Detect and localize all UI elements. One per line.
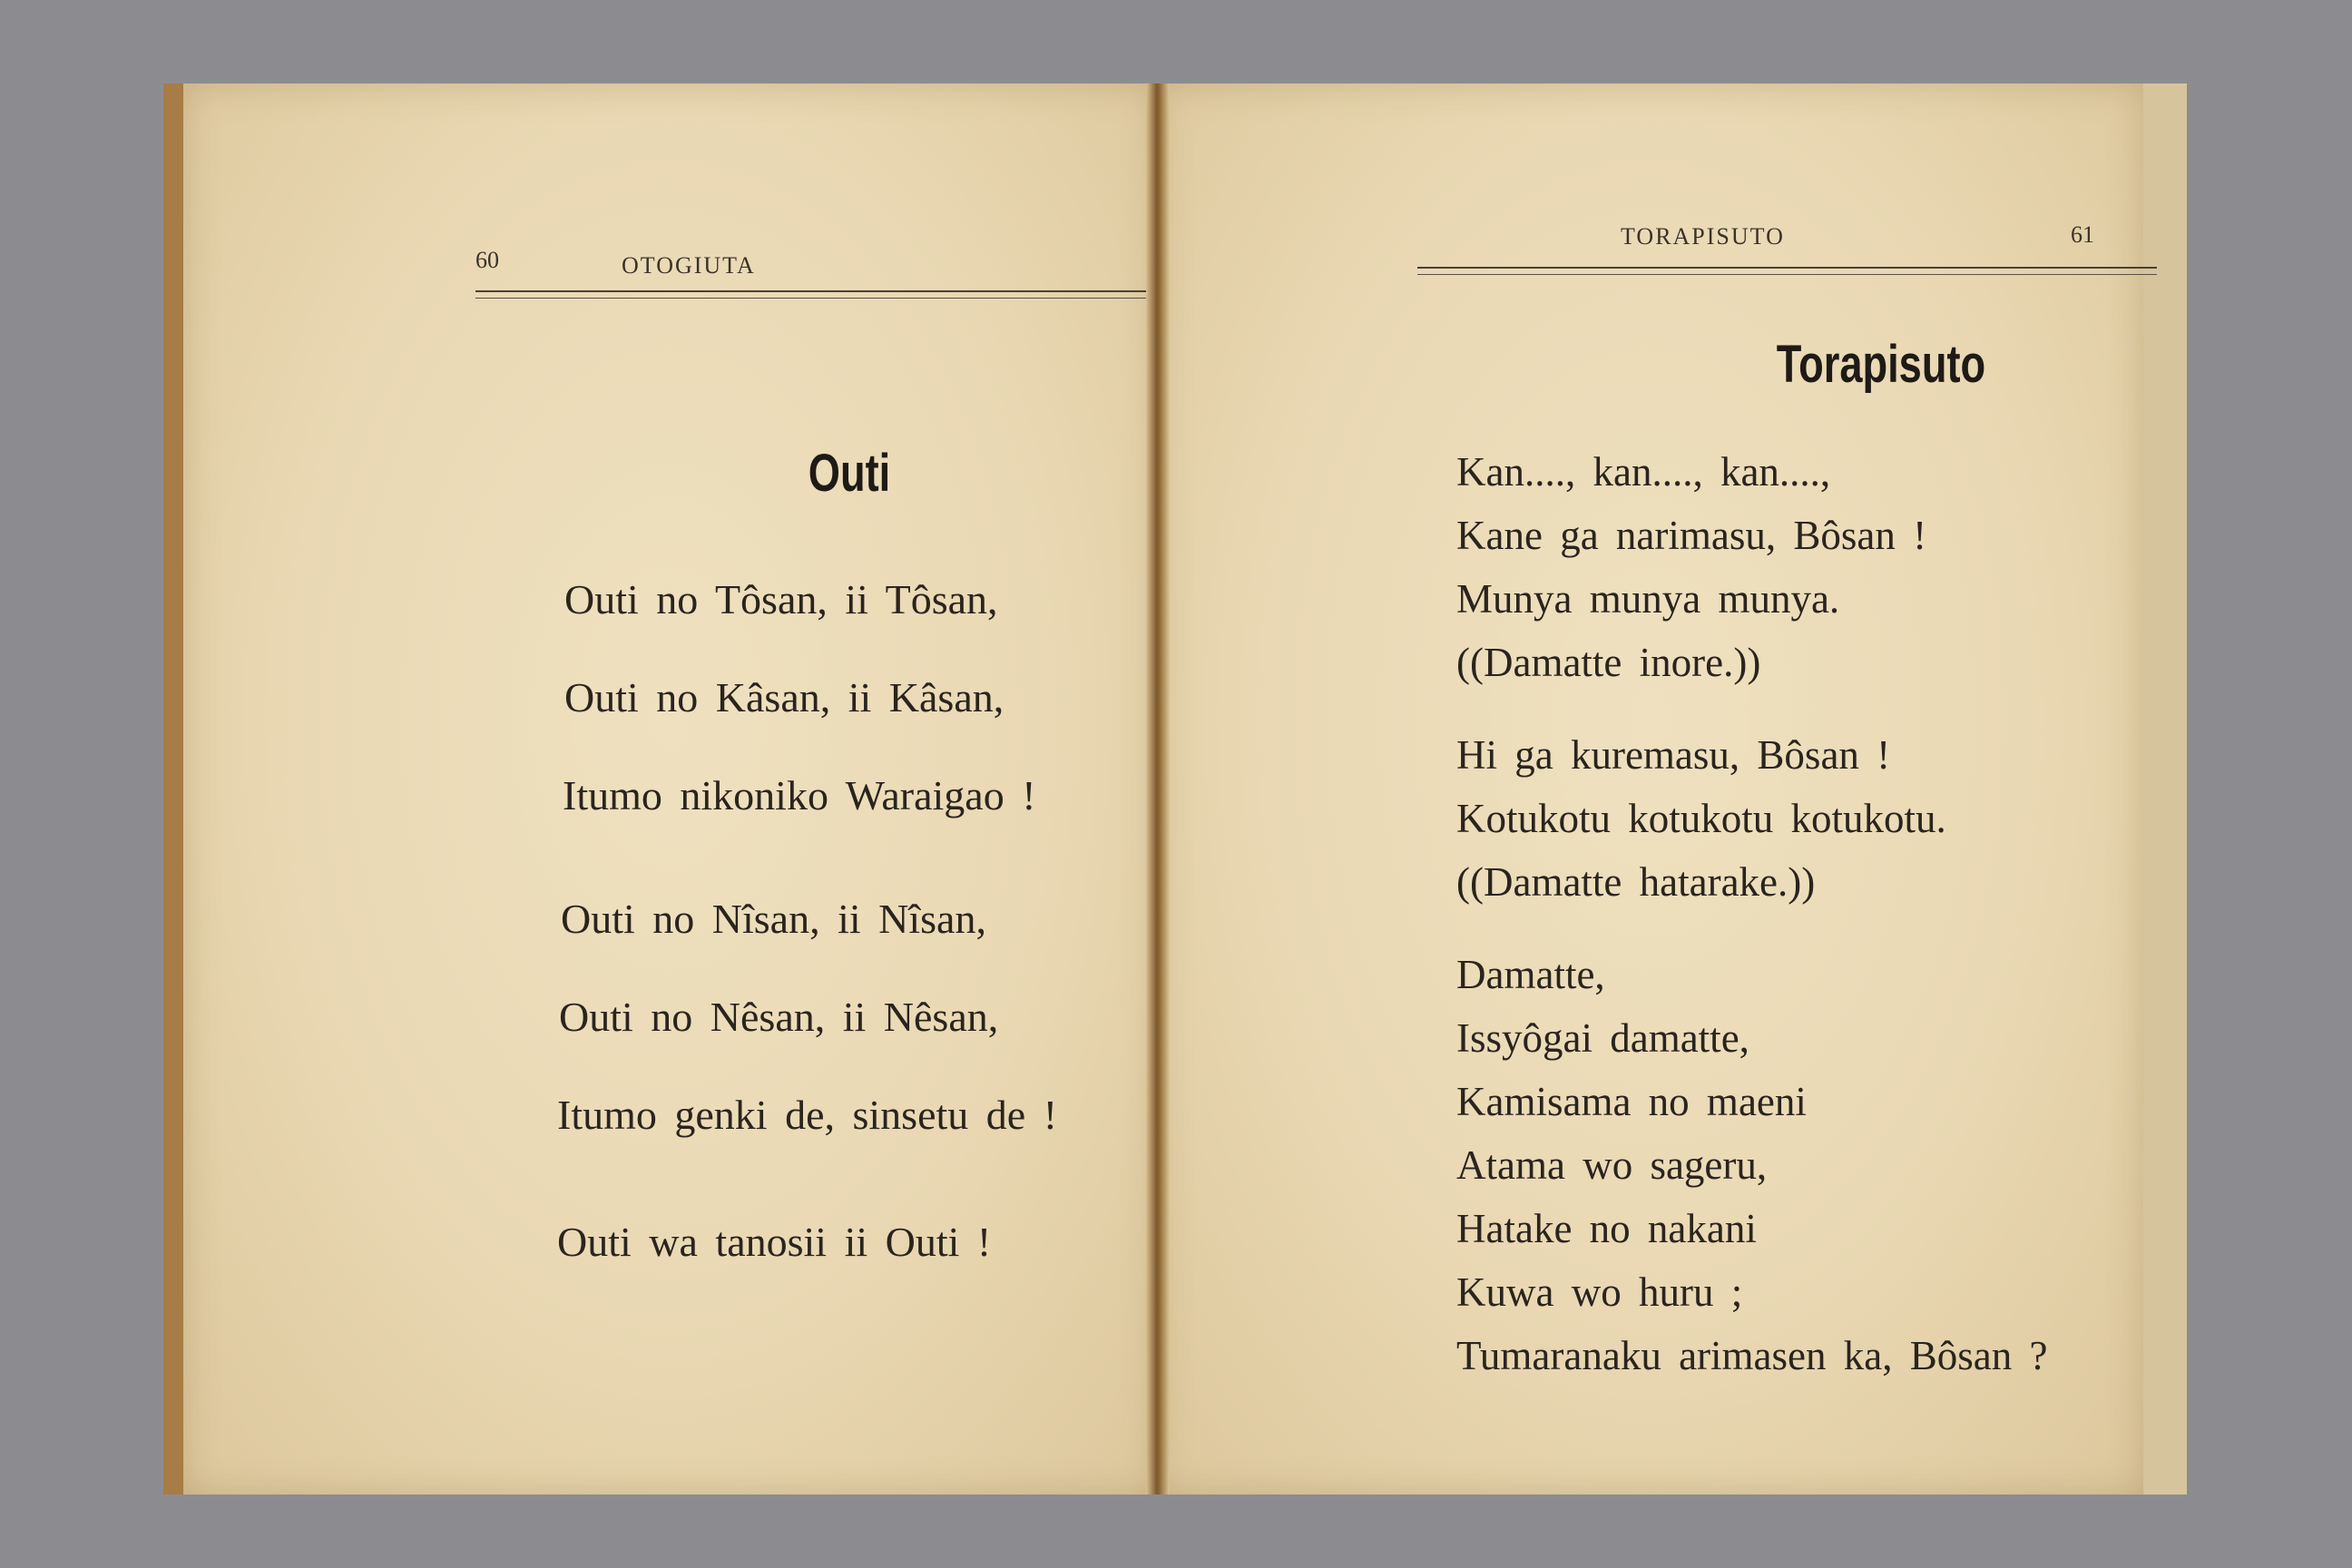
running-head-right: TORAPISUTO — [1621, 223, 1785, 250]
verse-line: Kamisama no maeni — [1456, 1079, 1807, 1124]
verse-line: Munya munya munya. — [1456, 576, 1840, 622]
verse-line: Tumaranaku arimasen ka, Bôsan ? — [1456, 1333, 2048, 1378]
verse-line: Damatte, — [1456, 952, 1605, 997]
header-rule-right-secondary — [1417, 274, 2157, 275]
right-page — [1157, 83, 2187, 1494]
verse-line: Outi no Nêsan, ii Nêsan, — [559, 994, 999, 1040]
header-rule-left — [475, 290, 1212, 292]
verse-line: Kane ga narimasu, Bôsan ! — [1456, 513, 1927, 558]
verse-line: Kotukotu kotukotu kotukotu. — [1456, 796, 1946, 841]
page-number-left: 60 — [475, 247, 499, 273]
book-gutter — [1146, 83, 1170, 1494]
running-head-left: OTOGIUTA — [622, 252, 756, 279]
page-number-right: 61 — [2071, 221, 2094, 248]
verse-line: ((Damatte inore.)) — [1456, 640, 1761, 685]
verse-line: Hatake no nakani — [1456, 1206, 1757, 1251]
open-book — [163, 83, 2187, 1494]
verse-line: Itumo nikoniko Waraigao ! — [563, 772, 1036, 818]
verse-line: Issyôgai damatte, — [1456, 1015, 1749, 1061]
header-rule-right — [1417, 267, 2157, 269]
verse-line: Outi no Tôsan, ii Tôsan, — [564, 576, 998, 622]
header-rule-left-secondary — [475, 298, 1212, 299]
verse-line: Itumo genki de, sinsetu de ! — [557, 1092, 1058, 1138]
verse-line: Outi no Nîsan, ii Nîsan, — [561, 896, 986, 942]
verse-line: Atama wo sageru, — [1456, 1142, 1768, 1188]
poem-title-right: Torapisuto — [1776, 335, 1986, 394]
verse-line: Hi ga kuremasu, Bôsan ! — [1456, 732, 1891, 778]
poem-title-left: Outi — [808, 444, 891, 503]
verse-line: ((Damatte hatarake.)) — [1456, 859, 1816, 905]
verse-line: Kan...., kan...., kan...., — [1456, 449, 1831, 495]
verse-line: Kuwa wo huru ; — [1456, 1269, 1743, 1315]
verse-line: Outi wa tanosii ii Outi ! — [557, 1219, 992, 1265]
verse-line: Outi no Kâsan, ii Kâsan, — [564, 674, 1004, 720]
left-page — [163, 83, 1157, 1494]
